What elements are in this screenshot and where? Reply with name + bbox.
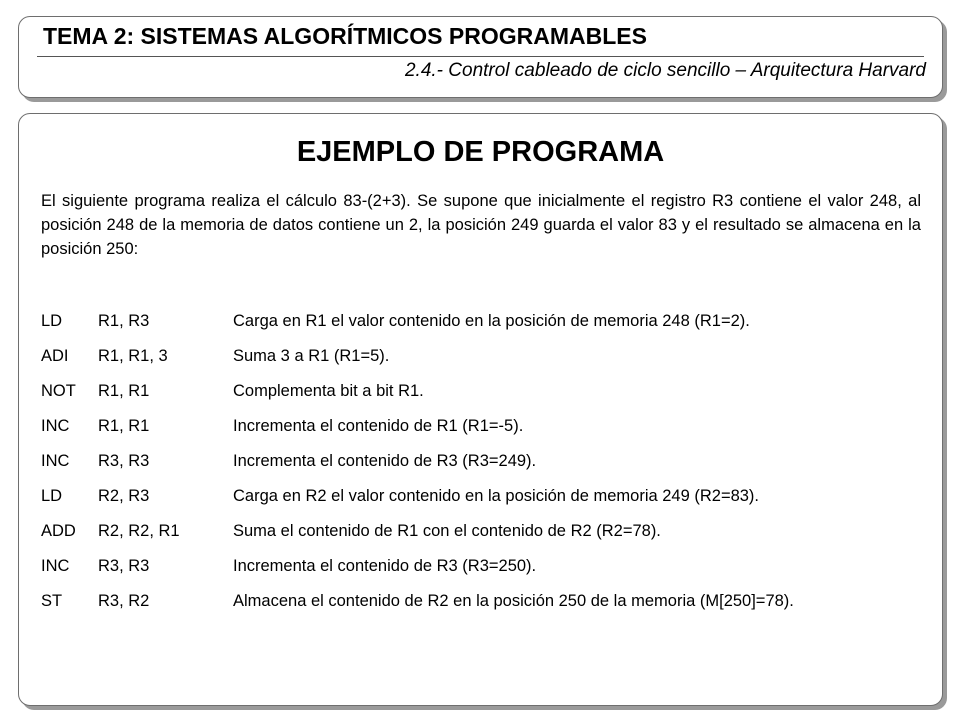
program-line — [41, 417, 941, 452]
program-line — [41, 487, 941, 522]
program-line — [41, 592, 941, 627]
program-line — [41, 557, 941, 592]
instruction-comment: Incrementa el contenido de R3 (R3=249). — [233, 452, 537, 470]
instruction-comment: Carga en R1 el valor contenido en la posición de memoria 248 (R1=2). — [233, 312, 750, 330]
page-title: TEMA 2: SISTEMAS ALGORÍTMICOS PROGRAMABLES — [43, 23, 647, 49]
instruction-opcode: ADD — [41, 522, 76, 540]
instruction-comment: Suma el contenido de R1 con el contenido de R2 (R2=78). — [233, 522, 661, 540]
instruction-opcode: NOT — [41, 382, 76, 400]
instruction-operands: R3, R2 — [98, 592, 150, 610]
instruction-opcode: ST — [41, 592, 63, 610]
header-divider — [37, 56, 924, 57]
instruction-opcode: INC — [41, 417, 70, 435]
instruction-opcode: LD — [41, 487, 63, 505]
program-line — [41, 347, 941, 382]
instruction-comment: Complementa bit a bit R1. — [233, 382, 424, 400]
instruction-operands: R1, R1, 3 — [98, 347, 168, 365]
content-panel — [18, 113, 943, 706]
instruction-operands: R2, R2, R1 — [98, 522, 180, 540]
instruction-opcode: ADI — [41, 347, 69, 365]
program-line — [41, 312, 941, 347]
instruction-operands: R1, R1 — [98, 417, 150, 435]
header-panel — [18, 16, 943, 98]
instruction-opcode: INC — [41, 452, 70, 470]
instruction-operands: R1, R3 — [98, 312, 150, 330]
instruction-opcode: INC — [41, 557, 70, 575]
intro-paragraph: El siguiente programa realiza el cálculo 83-(2+3). Se supone que inicialmente el registro R3 contiene el valor 248, al posición 248 de la memoria de datos contiene un 2, la posición 249 guarda el valor 83 y el resultado se almacena en la posición 250: — [41, 192, 921, 258]
program-line — [41, 522, 941, 557]
instruction-operands: R3, R3 — [98, 452, 150, 470]
instruction-operands: R3, R3 — [98, 557, 150, 575]
program-line — [41, 452, 941, 487]
page-subtitle: 2.4.- Control cableado de ciclo sencillo – Arquitectura Harvard — [404, 60, 926, 81]
section-heading: EJEMPLO DE PROGRAMA — [296, 136, 665, 168]
program-listing — [41, 312, 941, 627]
instruction-opcode: LD — [41, 312, 63, 330]
instruction-comment: Incrementa el contenido de R3 (R3=250). — [233, 557, 537, 575]
instruction-operands: R1, R1 — [98, 382, 150, 400]
instruction-comment: Incrementa el contenido de R1 (R1=-5). — [233, 417, 524, 435]
instruction-comment: Carga en R2 el valor contenido en la posición de memoria 249 (R2=83). — [233, 487, 760, 505]
instruction-comment: Almacena el contenido de R2 en la posición 250 de la memoria (M[250]=78). — [233, 592, 794, 610]
instruction-operands: R2, R3 — [98, 487, 150, 505]
program-line — [41, 382, 941, 417]
instruction-comment: Suma 3 a R1 (R1=5). — [233, 347, 390, 365]
